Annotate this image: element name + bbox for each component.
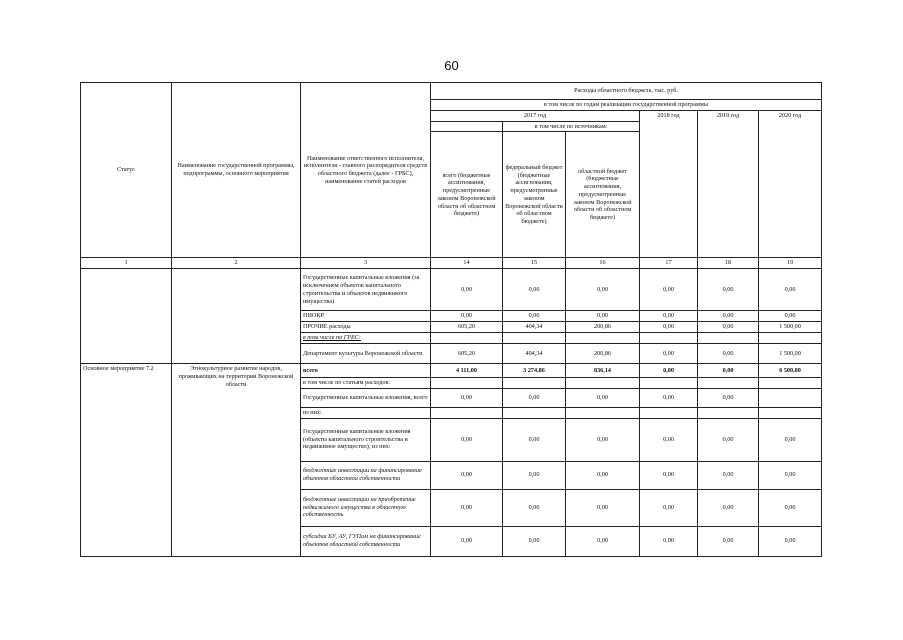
cell-value: 0,00 bbox=[698, 526, 759, 556]
cell-value: 6 500,00 bbox=[759, 364, 822, 378]
cell-value: 404,34 bbox=[503, 322, 566, 333]
measure-name: Этнокультурное развитие народов, проживающих на территории Воронежской области bbox=[172, 364, 301, 557]
cell-value: 605,20 bbox=[431, 322, 503, 333]
col-number: 3 bbox=[301, 258, 431, 269]
cell-value: 0,00 bbox=[431, 461, 503, 489]
header-year-2019: 2019 год bbox=[698, 110, 759, 258]
header-expenses: Расходы областного бюджета, тыс. руб. bbox=[431, 83, 822, 100]
cell-value: 4 111,00 bbox=[431, 364, 503, 378]
cell-value: 0,00 bbox=[431, 418, 503, 461]
cell-value: 0,00 bbox=[431, 489, 503, 526]
cell-value: 0,00 bbox=[503, 311, 566, 322]
cell-value: 0,00 bbox=[566, 269, 640, 311]
cell-value: 0,00 bbox=[759, 489, 822, 526]
cell-value: 0,00 bbox=[698, 418, 759, 461]
row-label: субсидии БУ, АУ, ГУПам на финансирование объектов областной собственности bbox=[301, 526, 431, 556]
cell-value: 0,00 bbox=[503, 269, 566, 311]
cell-value: 0,00 bbox=[640, 269, 698, 311]
col-number: 1 bbox=[81, 258, 172, 269]
row-label: Департамент культуры Воронежской области bbox=[301, 344, 431, 364]
col-number: 19 bbox=[759, 258, 822, 269]
cell-value: 0,00 bbox=[698, 344, 759, 364]
row-label: всего bbox=[301, 364, 431, 378]
cell-value: 0,00 bbox=[503, 461, 566, 489]
cell-value: 200,86 bbox=[566, 344, 640, 364]
cell-value: 0,00 bbox=[566, 489, 640, 526]
cell-value: 0,00 bbox=[640, 322, 698, 333]
header-by-years: в том числе по годам реализации государственной программы bbox=[431, 100, 822, 111]
header-by-sources: в том числе по источникам: bbox=[503, 121, 640, 132]
table-body bbox=[81, 269, 822, 556]
cell-value: 0,00 bbox=[566, 418, 640, 461]
table-header bbox=[81, 83, 822, 269]
cell-value: 0,00 bbox=[640, 311, 698, 322]
cell-value: 0,00 bbox=[698, 388, 759, 407]
budget-table bbox=[80, 82, 822, 557]
table-row bbox=[81, 364, 822, 378]
row-label: бюджетные инвестиции на приобретение недвижимого имущества в областную собственность bbox=[301, 489, 431, 526]
cell-value: 0,00 bbox=[759, 526, 822, 556]
row-label: в том числе по ГРБС: bbox=[301, 333, 431, 344]
cell-value: 0,00 bbox=[698, 489, 759, 526]
row-label: Государственные капитальные вложения, всего bbox=[301, 388, 431, 407]
header-regional: областной бюджет (бюджетные ассигнования, предусмотренные законом Воронежской области об областном бюджете) bbox=[566, 132, 640, 258]
header-program-name: Наименование государственной программы, подпрограммы, основного мероприятия bbox=[172, 83, 301, 258]
header-year-2017: 2017 год bbox=[431, 110, 640, 121]
cell-value: 0,00 bbox=[759, 269, 822, 311]
row-label: Государственные капитальные вложения (объекты капитального строительства и недвижимое имущество), из них: bbox=[301, 418, 431, 461]
col-number: 16 bbox=[566, 258, 640, 269]
cell-value: 200,86 bbox=[566, 322, 640, 333]
cell-value: 0,00 bbox=[698, 322, 759, 333]
cell-value: 0,00 bbox=[431, 526, 503, 556]
cell-value: 0,00 bbox=[566, 526, 640, 556]
cell-value: 0,00 bbox=[759, 311, 822, 322]
cell-value: 1 500,00 bbox=[759, 344, 822, 364]
cell-value: 0,00 bbox=[503, 388, 566, 407]
row-label: ПРОЧИЕ расходы bbox=[301, 322, 431, 333]
row-label: НИОКР bbox=[301, 311, 431, 322]
col-number: 15 bbox=[503, 258, 566, 269]
cell-value: 404,34 bbox=[503, 344, 566, 364]
cell-value: 0,00 bbox=[566, 461, 640, 489]
cell-value: 0,00 bbox=[431, 311, 503, 322]
row-label: в том числе по статьям расходов: bbox=[301, 378, 431, 389]
cell-value: 0,00 bbox=[503, 418, 566, 461]
table-row bbox=[81, 269, 822, 311]
cell-value: 0,00 bbox=[640, 388, 698, 407]
header-federal: федеральный бюджет (бюджетные ассигнования, предусмотренные законом Воронежской области об областном бюджете) bbox=[503, 132, 566, 258]
cell-value: 0,00 bbox=[640, 344, 698, 364]
cell-value: 0,00 bbox=[640, 364, 698, 378]
cell-value: 0,00 bbox=[431, 269, 503, 311]
col-number: 18 bbox=[698, 258, 759, 269]
header-year-2020: 2020 год bbox=[759, 110, 822, 258]
page-number: 60 bbox=[444, 58, 459, 73]
cell-value: 0,00 bbox=[640, 489, 698, 526]
cell-value: 0,00 bbox=[503, 526, 566, 556]
cell-value bbox=[759, 388, 822, 407]
cell-value: 0,00 bbox=[566, 388, 640, 407]
row-label: бюджетные инвестиции на финансирование объектов областной собственности bbox=[301, 461, 431, 489]
header-year-2018: 2018 год bbox=[640, 110, 698, 258]
row-label: Государственные капитальные вложения (за исключением объектов капитального строительства и объектов недвижимого имущества) bbox=[301, 269, 431, 311]
cell-value: 0,00 bbox=[698, 311, 759, 322]
cell-value: 3 274,86 bbox=[503, 364, 566, 378]
row-label: из них: bbox=[301, 407, 431, 418]
col-number: 2 bbox=[172, 258, 301, 269]
cell-value: 0,00 bbox=[640, 418, 698, 461]
col-number: 14 bbox=[431, 258, 503, 269]
cell-value: 0,00 bbox=[640, 526, 698, 556]
cell-value: 0,00 bbox=[698, 461, 759, 489]
header-executor: Наименование ответственного исполнителя, исполнителя - главного распорядителя средств областного бюджета (далее - ГРБС), наименование статей расходов bbox=[301, 83, 431, 258]
cell-value: 605,20 bbox=[431, 344, 503, 364]
cell-value: 0,00 bbox=[759, 418, 822, 461]
cell-value: 1 500,00 bbox=[759, 322, 822, 333]
cell-value: 0,00 bbox=[759, 461, 822, 489]
cell-value: 836,14 bbox=[566, 364, 640, 378]
cell-value: 0,00 bbox=[698, 364, 759, 378]
cell-value: 0,00 bbox=[698, 269, 759, 311]
header-status: Статус bbox=[81, 83, 172, 258]
header-total: всего (бюджетные ассигнования, предусмотренные законом Воронежской области об областном бюджете) bbox=[431, 132, 503, 258]
cell-value: 0,00 bbox=[431, 388, 503, 407]
cell-value: 0,00 bbox=[640, 461, 698, 489]
cell-value: 0,00 bbox=[503, 489, 566, 526]
cell-value: 0,00 bbox=[566, 311, 640, 322]
col-number: 17 bbox=[640, 258, 698, 269]
measure-status: Основное мероприятие 7.2 bbox=[81, 364, 172, 557]
column-numbers-row bbox=[81, 258, 822, 269]
